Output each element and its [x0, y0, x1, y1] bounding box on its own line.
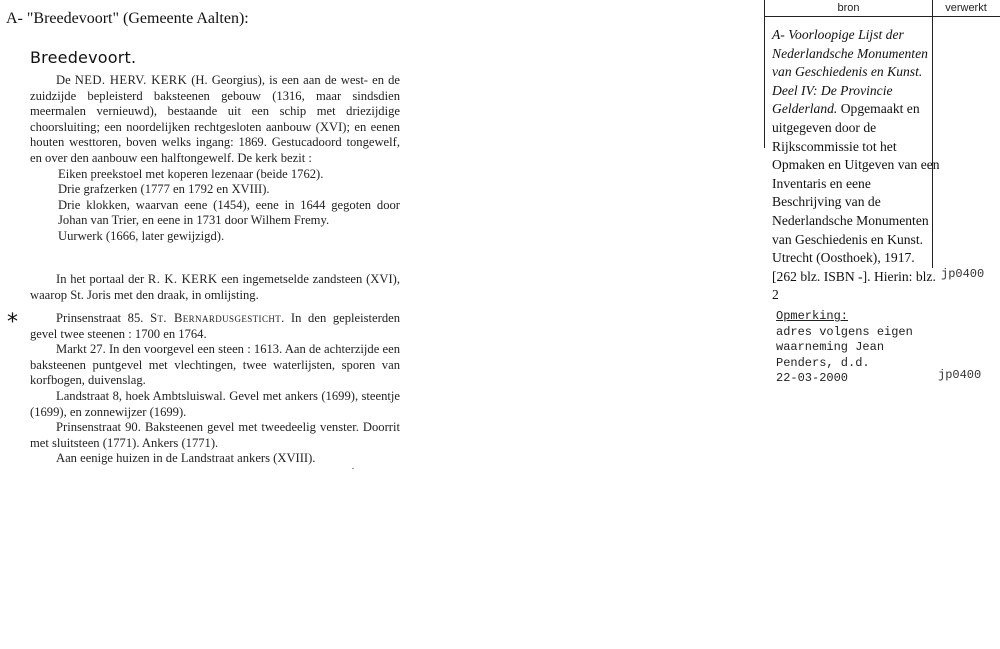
rk-name: R. K. KERK: [147, 272, 218, 286]
remark-line: 22-03-2000: [776, 371, 849, 385]
house-item: [30, 311, 400, 342]
table-border-left: [764, 0, 765, 148]
rk-text: [30, 272, 400, 303]
remark-line: Penders, d.d.: [776, 355, 870, 370]
remark-code: jp0400: [938, 368, 982, 382]
house-item: Landstraat 8, hoek Ambtsluiswal. Gevel met ankers (1699), steentje (1699), en zonnewijzer (1699).: [30, 388, 400, 419]
church-item-text: Drie klokken, waarvan eene (1454), eene in 1644 gegoten door Johan van Trier, en eene in 1731 door Wilhem Fremy.: [58, 197, 400, 228]
remark-line: waarneming Jean: [776, 340, 885, 354]
remark-line: adres volgens eigen: [776, 324, 913, 339]
rk-body: een ingemetselde zandsteen (XVI), waarop St. Joris met den draak, in omlijsting.: [30, 272, 400, 302]
source-code: jp0400: [941, 267, 985, 281]
house-item: Prinsenstraat 90. Baksteenen gevel met tweedeelig venster. Doorrit met sluitsteen (1771). Ankers (1771).: [30, 420, 400, 450]
church-section: [30, 73, 400, 245]
houses-section: [30, 311, 400, 467]
remark-block: [776, 309, 946, 387]
church-item: Eiken preekstoel met koperen lezenaar (beide 1762).: [58, 166, 324, 181]
church-intro: [30, 73, 400, 167]
stray-mark: [352, 468, 354, 469]
house-text: . In den gepleisterden gevel twee steenen : 1700 en 1764.: [30, 311, 401, 341]
church-intro-text: (H. Georgius), is een aan de west- en de zuidzijde bepleisterd baksteenen gebouw (1316, maar sindsdien meermalen vernieuwd), bestaande uit een schip met driezijdige choorsluiting; een noordelijken rechtgesloten aanbouw (XVI); en eenen houten westtoren, boven welks ingang: 1869. Gestucadoord tongewelf, en over den aanbouw een halftongewelf. De kerk bezit :: [30, 73, 400, 165]
rk-section: [30, 272, 400, 303]
remark-label: Opmerking:: [776, 309, 849, 323]
house-item: Aan eenige huizen in de Landstraat ankers (XVIII).: [56, 451, 316, 466]
source-details: Opgemaakt en uitgegeven door de Rijkscommissie tot het Opmaken en Uitgeven van een Inventaris en eene Beschrijving van de Nederlandsche Monumenten van Geschiedenis en Kunst. Utrecht (Oosthoek), 1917. [262 blz. ISBN -]. Hierin: blz. 2: [772, 101, 940, 303]
church-item: Uurwerk (1666, later gewijzigd).: [58, 228, 225, 243]
column-header-verwerkt: verwerkt: [932, 0, 1000, 17]
page-heading: A- "Breedevoort" (Gemeente Aalten):: [6, 10, 249, 27]
rk-prefix: In het portaal der: [56, 272, 148, 286]
church-item: Drie grafzerken (1777 en 1792 en XVIII).: [58, 182, 270, 197]
house-prefix: Prinsenstraat 85.: [56, 311, 151, 325]
asterisk-mark: *: [7, 310, 18, 335]
church-name: NED. HERV. KERK: [74, 73, 188, 87]
column-header-bron: bron: [764, 0, 933, 17]
source-title: A- Voorloopige Lijst der Nederlandsche Monumenten van Geschiedenis en Kunst. Deel IV: De Provincie Gelderland.: [772, 27, 928, 117]
house-item: Markt 27. In den voorgevel een steen : 1613. Aan de achterzijde een baksteenen puntgevel met vlechtingen, twee waterlijsten, sporen van korfbogen, duivenslag.: [30, 342, 400, 388]
house-name: St. Bernardusgesticht: [150, 311, 282, 325]
church-item: [30, 198, 400, 229]
source-reference: [772, 26, 940, 305]
church-intro-prefix: De: [56, 73, 75, 87]
place-title: Breedevoort.: [30, 48, 137, 67]
